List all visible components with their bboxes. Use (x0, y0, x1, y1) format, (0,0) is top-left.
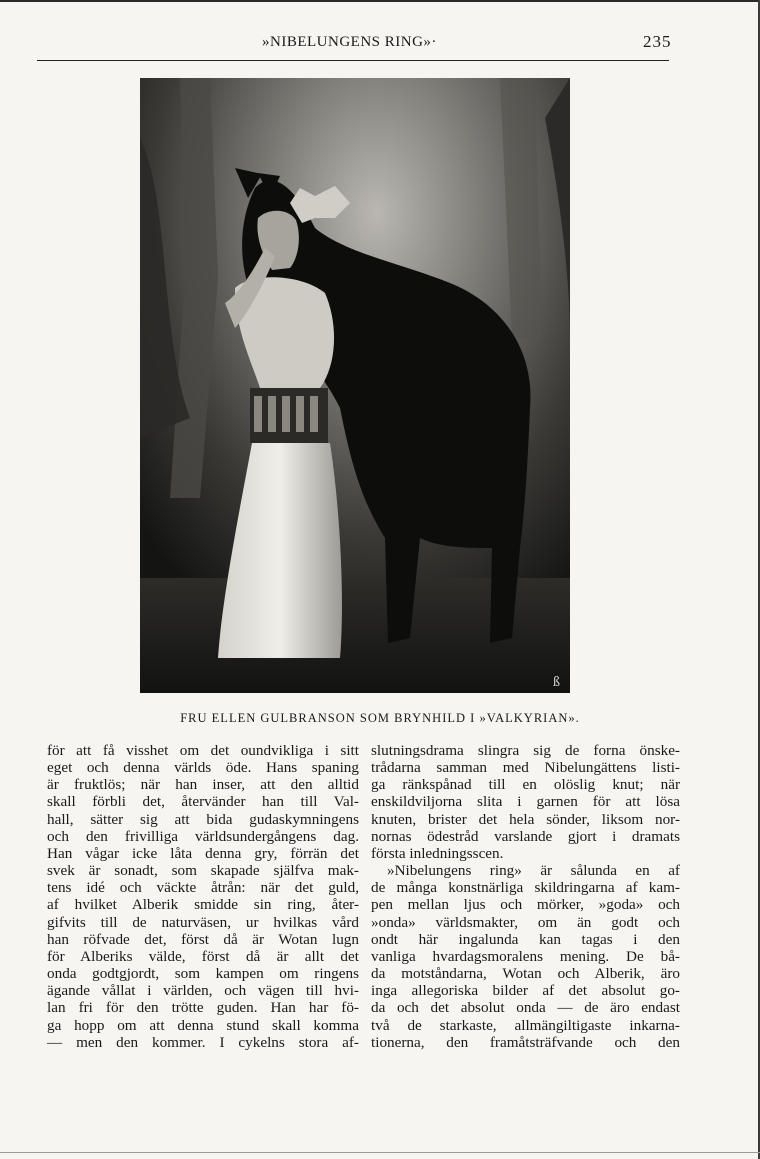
text-line: af hvilket Alberik smidde sin ring, åter- (47, 896, 359, 914)
paragraph (371, 862, 680, 1051)
text-line: da motståndarna, Wotan och Alberik, äro (371, 965, 680, 983)
text-line: och den frivilliga världsundergångens dag. (47, 827, 359, 845)
text-line: — men den kommer. I cykelns stora af- (47, 1033, 359, 1051)
text-line: knuten, brister det hela sönder, liksom nor- (371, 810, 680, 828)
text-line: ga ränkspånad till en olöslig knut; när (371, 776, 680, 794)
text-line: svek är sonadt, som skapade själfva mak- (47, 862, 359, 880)
text-line: är fruktlös; när han inser, att den alltid (47, 776, 359, 794)
text-line: slutningsdrama slingra sig de forna önske- (371, 742, 680, 759)
text-line: ägande vållat i världen, och vägen till hvi- (47, 982, 359, 1000)
text-line: första inledningsscen. (371, 844, 504, 862)
text-line: inga allegoriska bilder af det absolut go- (371, 982, 680, 1000)
text-line: trådarna samman med Nibelungättens listi- (371, 759, 680, 777)
page-edge-bottom (0, 1152, 760, 1153)
paragraph (371, 742, 680, 862)
text-line: ga hopp om att denna stund skall komma (47, 1016, 359, 1034)
text-line: enskildviljorna slita i garnen för att lösa (371, 793, 680, 811)
text-line: hall, sätter sig att bida gudaskymningens (47, 810, 359, 828)
text-line: skall förbli det, återvänder han till Val- (47, 793, 359, 811)
text-line: da och det absolut onda — de äro endast (371, 999, 680, 1017)
text-line: Han vågar icke låta denna gry, förrän det (47, 844, 359, 862)
text-line: två de starkaste, allmängiltigaste inkarna- (371, 1016, 680, 1034)
text-line: onda godtgjordt, som kampen om ringens (47, 965, 359, 983)
text-line: tens idé och väckte åtrån: när det guld, (47, 879, 359, 897)
text-line: han röfvade det, först då är Wotan lugn (47, 930, 359, 948)
figure-caption: FRU ELLEN GULBRANSON SOM BRYNHILD I »VALKYRIAN». (180, 711, 580, 725)
text-line: lan fri för den trötte guden. Han har fö- (47, 999, 359, 1017)
text-line: pen mellan ljus och mörker, »goda» och (371, 896, 680, 914)
text-line: tionerna, den framåtsträfvande och den (371, 1033, 680, 1051)
page-number: 235 (643, 32, 672, 51)
photograph-brynhild-with-horse (140, 78, 570, 693)
text-line: nornas ödestråd varslande gjort i dramats (371, 827, 680, 845)
photograph-illustration (140, 78, 570, 693)
text-line: för att få visshet om det oundvikliga i sitt (47, 742, 359, 759)
header-rule (37, 60, 669, 61)
text-line: vanliga hvardagsmoralens mening. De bå- (371, 947, 680, 965)
text-line: ondt här ingalunda kan tagas i den (371, 930, 680, 948)
paragraph (47, 742, 359, 1051)
running-title: »NIBELUNGENS RING»· (262, 34, 437, 50)
page-edge-top (0, 0, 760, 2)
text-line: eget och denna världs öde. Hans spaning (47, 759, 359, 777)
body-column-left (47, 742, 359, 1051)
photographer-mark: ß (553, 675, 560, 690)
text-line: för Alberiks välde, först då är allt det (47, 947, 359, 965)
text-line: »onda» världsmakter, om än godt och (371, 913, 680, 931)
text-line: »Nibelungens ring» är sålunda en af (387, 862, 680, 880)
text-line: de många konstnärliga skildringarna af kam- (371, 879, 680, 897)
body-column-right (371, 742, 680, 1051)
text-line: gifvits till de naturväsen, ur hvilkas vård (47, 913, 359, 931)
